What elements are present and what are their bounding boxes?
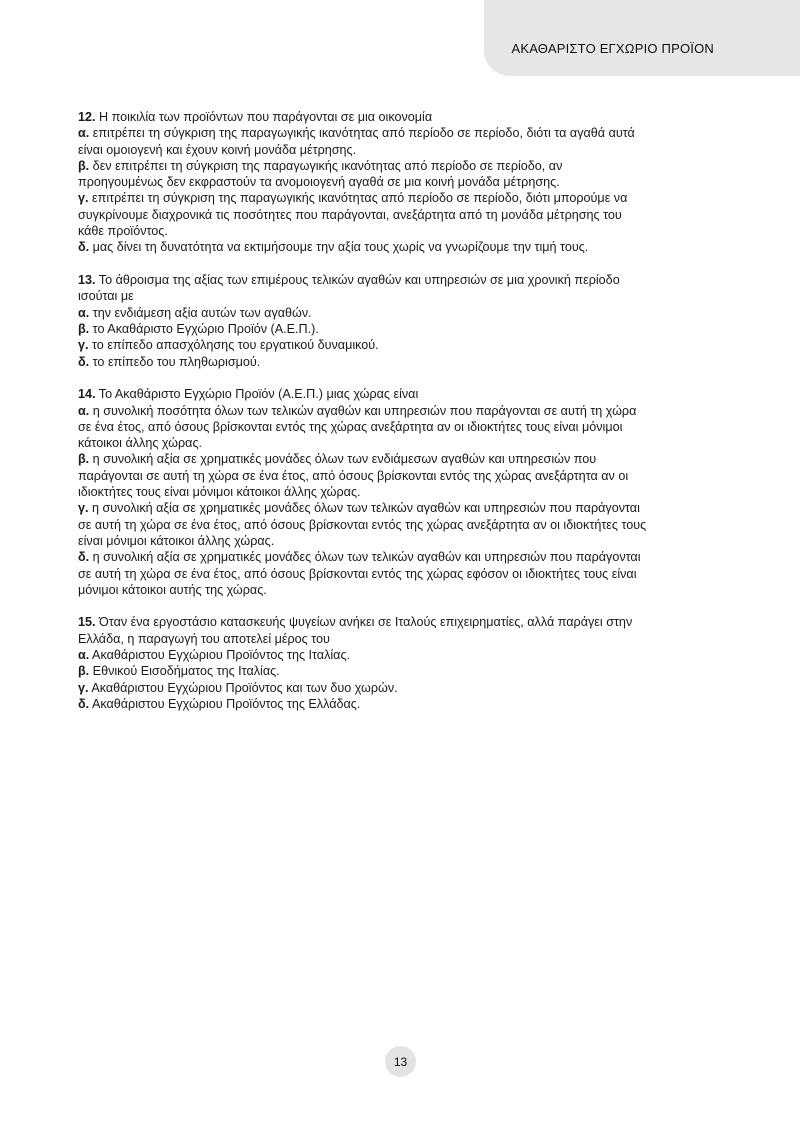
option-text: Ακαθάριστου Εγχώριου Προϊόντος και των δυο χωρών. bbox=[88, 680, 398, 695]
option-line bbox=[78, 321, 744, 337]
question-stem-text: Το άθροισμα της αξίας των επιμέρους τελικών αγαθών και υπηρεσιών σε μια χρονική περίοδο bbox=[95, 273, 620, 288]
option-letter: β. bbox=[78, 321, 90, 336]
option-letter: γ. bbox=[78, 501, 89, 516]
option-line bbox=[78, 451, 744, 467]
option-line bbox=[78, 696, 744, 712]
option-letter: γ. bbox=[78, 680, 89, 695]
option-text-continuation: σε αυτή τη χώρα σε ένα έτος, από όσους βρίσκονται εντός της χώρας ανεξάρτητα αν οι ιδιοκτήτες τους bbox=[78, 517, 647, 532]
option-text-continuation: είναι ομοιογενή και έχουν κοινή μονάδα μέτρησης. bbox=[78, 142, 357, 157]
question-stem-continuation: ισούται με bbox=[78, 289, 134, 304]
option-letter: α. bbox=[78, 403, 90, 418]
question-stem-line bbox=[78, 386, 744, 402]
question-stem-continuation: Ελλάδα, η παραγωγή του αποτελεί μέρος του bbox=[78, 631, 330, 646]
option-text: το Ακαθάριστο Εγχώριο Προϊόν (Α.Ε.Π.). bbox=[89, 321, 319, 336]
option-line bbox=[78, 354, 744, 370]
option-letter: γ. bbox=[78, 191, 89, 206]
option-line bbox=[78, 239, 744, 255]
option-line bbox=[78, 549, 744, 565]
option-text: την ενδιάμεση αξία αυτών των αγαθών. bbox=[89, 305, 312, 320]
option-text: η συνολική αξία σε χρηματικές μονάδες όλων των τελικών αγαθών και υπηρεσιών που παράγονται bbox=[88, 501, 640, 516]
option-text-continuation: σε ένα έτος, από όσους βρίσκονται εντός της χώρας ανεξάρτητα αν οι ιδιοκτήτες τους είναι μόνιμοι bbox=[78, 419, 623, 434]
option-line bbox=[78, 663, 744, 679]
option-text-continuation: σε αυτή τη χώρα σε ένα έτος, από όσους βρίσκονται εντός της χώρας εφόσον οι ιδιοκτήτες τους είναι bbox=[78, 566, 637, 581]
option-letter: γ. bbox=[78, 338, 89, 353]
option-letter: α. bbox=[78, 305, 90, 320]
option-text: Εθνικού Εισοδήματος της Ιταλίας. bbox=[89, 664, 280, 679]
option-text: Ακαθάριστου Εγχώριου Προϊόντος της Ελλάδας. bbox=[89, 696, 361, 711]
option-text: το επίπεδο του πληθωρισμού. bbox=[89, 354, 261, 369]
option-line bbox=[78, 337, 744, 353]
option-text-continuation: συγκρίνουμε διαχρονικά τις ποσότητες που παράγονται, ανεξάρτητα από τη μονάδα μέτρησης του bbox=[78, 207, 622, 222]
question-12 bbox=[78, 109, 744, 256]
option-text: το επίπεδο απασχόλησης του εργατικού δυναμικού. bbox=[88, 338, 379, 353]
header-tab bbox=[484, 0, 800, 76]
option-line bbox=[78, 158, 744, 174]
option-text-continuation: ιδιοκτήτες τους είναι μόνιμοι κάτοικοι άλλης χώρας. bbox=[78, 485, 361, 500]
question-stem-line bbox=[78, 614, 744, 630]
option-text: επιτρέπει τη σύγκριση της παραγωγικής ικανότητας από περίοδο σε περίοδο, διότι τα αγαθά αυτά bbox=[89, 126, 635, 141]
question-number: 13. bbox=[78, 273, 96, 288]
option-text-continuation: μόνιμοι κάτοικοι αυτής της χώρας. bbox=[78, 582, 267, 597]
option-text: δεν επιτρέπει τη σύγκριση της παραγωγικής ικανότητας από περίοδο σε περίοδο, αν bbox=[89, 158, 563, 173]
question-number: 15. bbox=[78, 615, 96, 630]
option-line bbox=[78, 403, 744, 419]
page-header-title: ΑΚΑΘΑΡΙΣΤΟ ΕΓΧΩΡΙΟ ΠΡΟΪΟΝ bbox=[511, 41, 714, 56]
option-text-continuation: κάθε προϊόντος. bbox=[78, 224, 168, 239]
option-line bbox=[78, 190, 744, 206]
option-text: Ακαθάριστου Εγχώριου Προϊόντος της Ιταλίας. bbox=[89, 648, 351, 663]
option-letter: β. bbox=[78, 452, 90, 467]
question-stem-text: Η ποικιλία των προϊόντων που παράγονται σε μια οικονομία bbox=[95, 110, 433, 124]
question-number: 12. bbox=[78, 110, 96, 124]
option-letter: δ. bbox=[78, 354, 90, 369]
option-text: η συνολική ποσότητα όλων των τελικών αγαθών και υπηρεσιών που παράγονται σε αυτή τη χώρα bbox=[89, 403, 637, 418]
option-letter: α. bbox=[78, 648, 90, 663]
option-text: η συνολική αξία σε χρηματικές μονάδες όλων των τελικών αγαθών και υπηρεσιών που παράγονται bbox=[89, 550, 641, 565]
option-line bbox=[78, 125, 744, 141]
option-line bbox=[78, 305, 744, 321]
option-text-continuation: παράγονται σε αυτή τη χώρα σε ένα έτος, από όσους βρίσκονται εντός της χώρας ανεξάρτητα αν οι bbox=[78, 468, 629, 483]
option-line bbox=[78, 500, 744, 516]
questions-content bbox=[78, 109, 744, 729]
option-letter: β. bbox=[78, 158, 90, 173]
page-number: 13 bbox=[393, 1054, 408, 1069]
option-line bbox=[78, 680, 744, 696]
option-text-continuation: κάτοικοι άλλης χώρας. bbox=[78, 436, 203, 451]
option-letter: α. bbox=[78, 126, 90, 141]
question-stem-text: Όταν ένα εργοστάσιο κατασκευής ψυγείων ανήκει σε Ιταλούς επιχειρηματίες, αλλά παράγει στην bbox=[95, 615, 633, 630]
question-14 bbox=[78, 386, 744, 598]
question-number: 14. bbox=[78, 387, 96, 402]
option-letter: β. bbox=[78, 664, 90, 679]
page-number-badge bbox=[385, 1046, 416, 1077]
option-text: επιτρέπει τη σύγκριση της παραγωγικής ικανότητας από περίοδο σε περίοδο, διότι μπορούμε να bbox=[88, 191, 628, 206]
option-text: μας δίνει τη δυνατότητα να εκτιμήσουμε την αξία τους χωρίς να γνωρίζουμε την τιμή τους. bbox=[89, 240, 589, 255]
option-text-continuation: είναι μόνιμοι κάτοικοι άλλης χώρας. bbox=[78, 533, 275, 548]
option-line bbox=[78, 647, 744, 663]
question-stem-line bbox=[78, 272, 744, 288]
question-stem-line bbox=[78, 109, 744, 125]
option-text: η συνολική αξία σε χρηματικές μονάδες όλων των ενδιάμεσων αγαθών και υπηρεσιών που bbox=[89, 452, 597, 467]
option-letter: δ. bbox=[78, 696, 90, 711]
question-15 bbox=[78, 614, 744, 712]
option-letter: δ. bbox=[78, 550, 90, 565]
option-text-continuation: προηγουμένως δεν εκφραστούν τα ανομοιογενή αγαθά σε μια κοινή μονάδα μέτρησης. bbox=[78, 175, 560, 190]
question-13 bbox=[78, 272, 744, 370]
option-letter: δ. bbox=[78, 240, 90, 255]
question-stem-text: Το Ακαθάριστο Εγχώριο Προϊόν (Α.Ε.Π.) μιας χώρας είναι bbox=[95, 387, 419, 402]
